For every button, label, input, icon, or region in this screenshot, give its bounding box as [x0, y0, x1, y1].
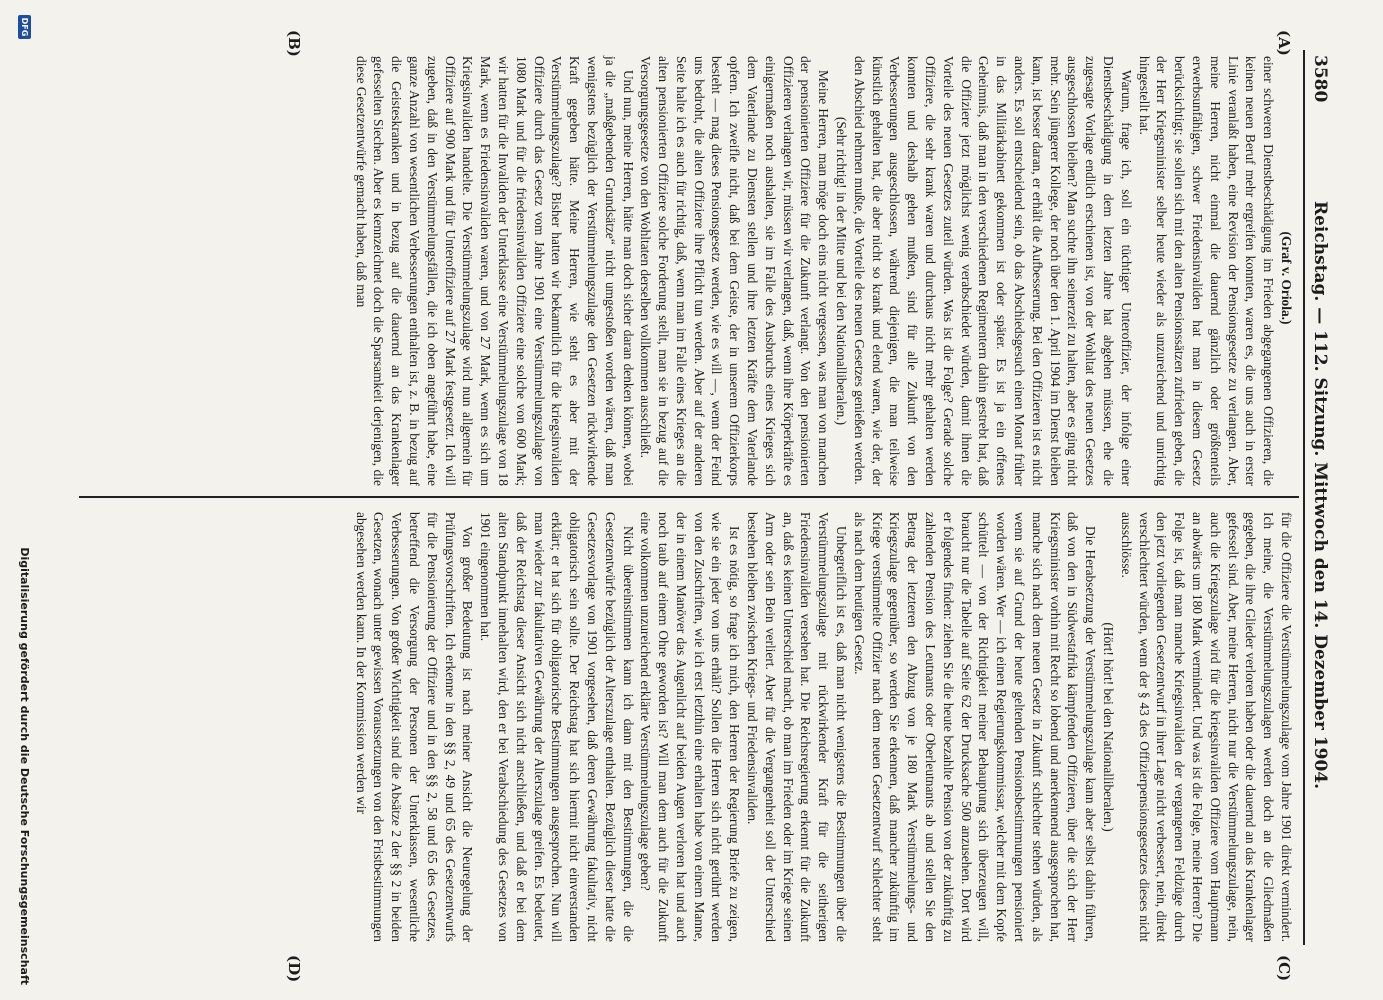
paragraph: Ist es nötig, so frage ich mich, den Herren der Regierung Briefe zu zeigen, wie sie ein jeder von uns erhält? Sollen die Herren sich nicht gerührt werden von den Zuschriften, wie ich erst letzthin eine erhalten habe von einem Manne, der in einem Manöver das Augenlicht auf beiden Augen verloren hat und auch noch taub auf einem Ohre geworden ist? Will man dem auch für die Zukunft eine volkommen unzureichend erklärte Verstümmelungszulage geben?: [638, 512, 743, 942]
speaker-name: (Graf v. Oriola.): [1279, 231, 1294, 325]
paragraph: Nicht übereinstimmen kann ich dann mit den Bestimmungen, die die Gesetzentwürfe bezüglich der Alterszulage enthalten. Bezüglich dieser hatte die Gesetzesvorlage von 1901 vorgesehen, daß deren Gewährung fakultativ, nicht obligatorisch sein sollte. Der Reichstag hat sich hiermit nicht einverstanden erklärt; er hat sich für obligatorische Bestimmungen ausgesprochen. Nun will man wieder zur fakultativen Gewährung der Alterszulage greifen. Es bedeutet, daß der Reichstag dieser Ansicht sich nicht anschließen, und daß er bei dem alten Standpunkt innehalten wird, den er bei Verabschiedung des Gesetzes von 1901 eingenommen hat.: [478, 512, 636, 942]
paragraph: einer schweren Dienstbeschädigung im Frieden abgegangenen Offizieren, die keinen neuen Beruf mehr ergreifen konnten, waren es, die uns auch in erster Linie veranlaßt haben, eine Revision der Pensionsgesetze zu verlangen. Aber, meine Herren, nicht einmal die dauernd gänzlich oder größtenteils erwerbsunfähigen, schwer Friedensinvaliden hat man in diesem Gesetz berücksichtigt; sie sollen sich mit den alten Pensionssätzen zufrieden geben, die der Herr Kriegsminister selber heute wieder als unzureichend und unrichtig hingestellt hat.: [1136, 56, 1277, 486]
paragraph: Meine Herren, man möge doch eins nicht vergessen, was man von manchen der pensionierten Offiziere für die Zukunft verlangt. Von den pensionierten Offizieren verlangen wir, müssen wir verlangen, daß, wenn ihre Körperkräfte es einigermaßen noch aushalten, sie im Falle des Ausbruchs eines Krieges sich dem Vaterlande zu Diensten stellen und ihre letzten Kräfte dem Vaterlande opfern. Ich zweifle nicht, daß bei dem Geiste, der in unserem Offizierkorps besteht — mag dieses Pensionsgesetz werden, wie es will —, wenn der Feind uns bedroht, die alten Offiziere ihre Pflicht tun werden. Aber auf der anderen Seite halte ich es auch für richtig, daß, wenn man im Falle eines Krieges an die alten pensionierten Offiziere solche Forderung stellt, man sie in bezug auf die Versorgungsgesetze von den Wohltaten derselben vollkommen ausschließt.: [638, 56, 832, 486]
footer-credit: Digitalisierung gefördert durch die Deutsche Forschungsgemeinschaft: [18, 547, 31, 985]
dfg-logo-icon: DFG: [18, 15, 31, 39]
paragraph: Warum, frage ich, soll ein tüchtiger Unteroffizier, der infolge einer Dienstbeschädigung in dem letzten Jahre hat abgehen müssen, ehe die zugesagte Vorlage endlich erschienen ist, von der Wohltat des neuen Gesetzes ausgeschlossen bleiben? Man suchte ihn seinerzeit zu halten, aber es ging nicht mehr. Sein jüngerer Kollege, der noch über den 1. April 1904 im Dienst bleiben kann, ist besser daran, er erhält die Aufbesserung. Bei den Offizieren ist es nicht anders. Es soll entscheidend sein, ob das Abschiedsgesuch einen Monat früher in das Militärkabinett gekommen ist oder später. Es ist ja ein offenes Geheimnis, daß man in den verschiedenen Regimentern dahin gestrebt hat, daß die Offiziere jetzt möglichst wenig verabschiedet würden, damit ihnen die Vorteile des neuen Gesetzes zuteil würden. Was ist die Folge? Gerade solche Offiziere, die sehr krank waren und durchaus nicht mehr gehalten werden konnten und deshalb gehen mußten, sind für alle Zukunft von den Verbesserungen ausgeschlossen, während diejenigen, die man teilweise künstlich gehalten hat, die aber nicht so krank und elend waren, wie der, der den Abschied nehmen mußte, die Vorteile des neuen Gesetzes genießen werden.: [851, 56, 1134, 486]
margin-marker-c: (C): [1275, 955, 1293, 982]
margin-marker-b: (B): [285, 30, 303, 57]
page-number: 3580: [1310, 55, 1330, 103]
margin-marker-a: (A): [1275, 30, 1293, 56]
paragraph: für die Offiziere die Verstümmelungszulage vom Jahre 1901 direkt vermindert. Ich meine, die Verstümmelungszulagen werden doch an die Gliedmaßen gegeben, die ihre Glieder verloren haben oder die dauernd an das Krankenlager gefesselt sind. Aber, meine Herren, nicht nur die Verstümmelungszulage, nein, auch die Kriegszulage wird für die kriegsinvaliden Offiziere vom Hauptmann an abwärts um 180 Mark vermindert. Und was ist die Folge, meine Herren? Die Folge ist, daß man manche Kriegsinvaliden der vergangenen Feldzüge durch den jetzt vorliegenden Gesetzentwurf in ihrer Lage nicht verbessert, nein, direkt verschlechtert würden, wenn der § 43 des Offizierpensionsgesetzes dieses nicht ausschlösse.: [1118, 512, 1294, 942]
interjection: (Sehr richtig! in der Mitte und bei den Nationalliberalen.): [834, 116, 850, 426]
page-title: Reichstag. — 112. Sitzung. Mittwoch den 14. Dezember 1904.: [1310, 200, 1330, 790]
paragraph: Von großer Bedeutung ist nach meiner Ansicht die Neuregelung der Prüfungsvorschriften. Ich erkenne in den §§ 2, 49 und 65 des Gesetzentwurfs für die Pensionierung der Offiziere und in den §§ 2, 58 und 65 des Gesetzes, betreffend die Versorgung der Personen der Unterklassen, wesentliche Verbesserungen. Von großer Wichtigkeit sind die Absätze 2 der §§ 2 in beiden Gesetzen, wonach unter gewissen Voraussetzungen von den Fristbestimmungen abgesehen werden kann. In der Kommission werden wir: [353, 512, 476, 942]
header-rule: [1303, 50, 1305, 945]
left-column: [352, 56, 1295, 486]
paragraph: Und nun, meine Herren, hätte man doch sicher daran denken können, wobei ja die „maßgebenden Grundsätze“ nicht umgestoßen worden wären, daß man wenigstens bezüglich der Verstümmelungszulage den Gesetzen rückwirkende Kraft gegeben hätte. Meine Herren, wie steht es aber mit der Verstümmelungszulage? Bisher hatten wir bekanntlich für die kriegsinvaliden Offiziere durch das Gesetz vom Jahre 1901 eine Verstümmelungszulage von 1080 Mark und für die friedensinvaliden Offiziere eine solche von 600 Mark; wir hatten für die Invaliden der Unterklasse eine Verstümmelungszulage von 18 Mark, wenn es Friedensinvaliden waren, und von 27 Mark, wenn es sich um Kriegsinvaliden handelte. Die Verstümmelungszulage wird nun allgemein für Offiziere auf 900 Mark und für Unteroffiziere auf 27 Mark festgesetzt. Ich will zugeben, daß in den Verstümmelungsfällen, die ich oben angeführt habe, eine ganze Anzahl von wesentlichen Verbesserungen enthalten ist, z. B. in bezug auf die Geisteskranken und in bezug auf die dauernd an das Krankenlager gefesselten Siechen. Aber es kennzeichnet doch die Sparsamkeit derjenigen, die diese Gesetzentwürfe gemacht haben, daß man: [353, 56, 636, 486]
paragraph: Die Herabsetzung der Verstümmelungszulage kann aber selbst dahin führen, daß von den in Südwestafrika kämpfenden Offizieren, über die sich der Herr Kriegsminister vorhin mit Recht so lobend und anerkennend ausgesprochen hat, manche sich nach dem neuen Gesetz in Zukunft schlechter stehen würden, als wenn sie auf Grund der heute geltenden Pensionsbestimmungen pensioniert worden wären. Wer — ich einen Regierungskommissar, welcher mit dem Kopfe schüttelt — von der Richtigkeit meiner Behauptung sich überzeugen will, braucht nur die Tabelle auf Seite 62 der Drucksache 500 anzusehen. Dort wird er folgendes finden: ziehen Sie die heute bezahlte Pension von der zukünftig zu zahlenden Pension des Leutnants oder Oberleutnants ab und stellen Sie den Betrag der letzteren den Abzug von je 180 Mark Verstümmelungs- und Kriegszulage gegenüber, so werden Sie erkennen, daß mancher zukünftig im Kriege verstümmelte Offizier nach dem neuen Gesetzentwurf schlechter steht als nach dem heutigen Gesetz.: [851, 512, 1099, 942]
right-column: [352, 512, 1295, 942]
margin-marker-d: (D): [285, 955, 303, 983]
column-divider: [79, 496, 1299, 498]
interjection: (Hört! hört! bei den Nationalliberalen.): [1101, 622, 1117, 832]
paragraph: Unbegreiflich ist es, daß man nicht wenigstens die Bestimmungen über die Verstümmelungszulage mit rückwirkender Kraft für die seitherigen Friedensinvaliden versehen hat. Die Reichsregierung erkennt für die Zukunft an, daß es keinen Unterschied macht, ob man im Frieden oder im Kriege seinen Arm oder sein Bein verliert. Aber für die Vergangenheit soll der Unterschied bestehen bleiben zwischen Kriegs- und Friedensinvaliden.: [745, 512, 850, 942]
footer: [18, 15, 31, 985]
